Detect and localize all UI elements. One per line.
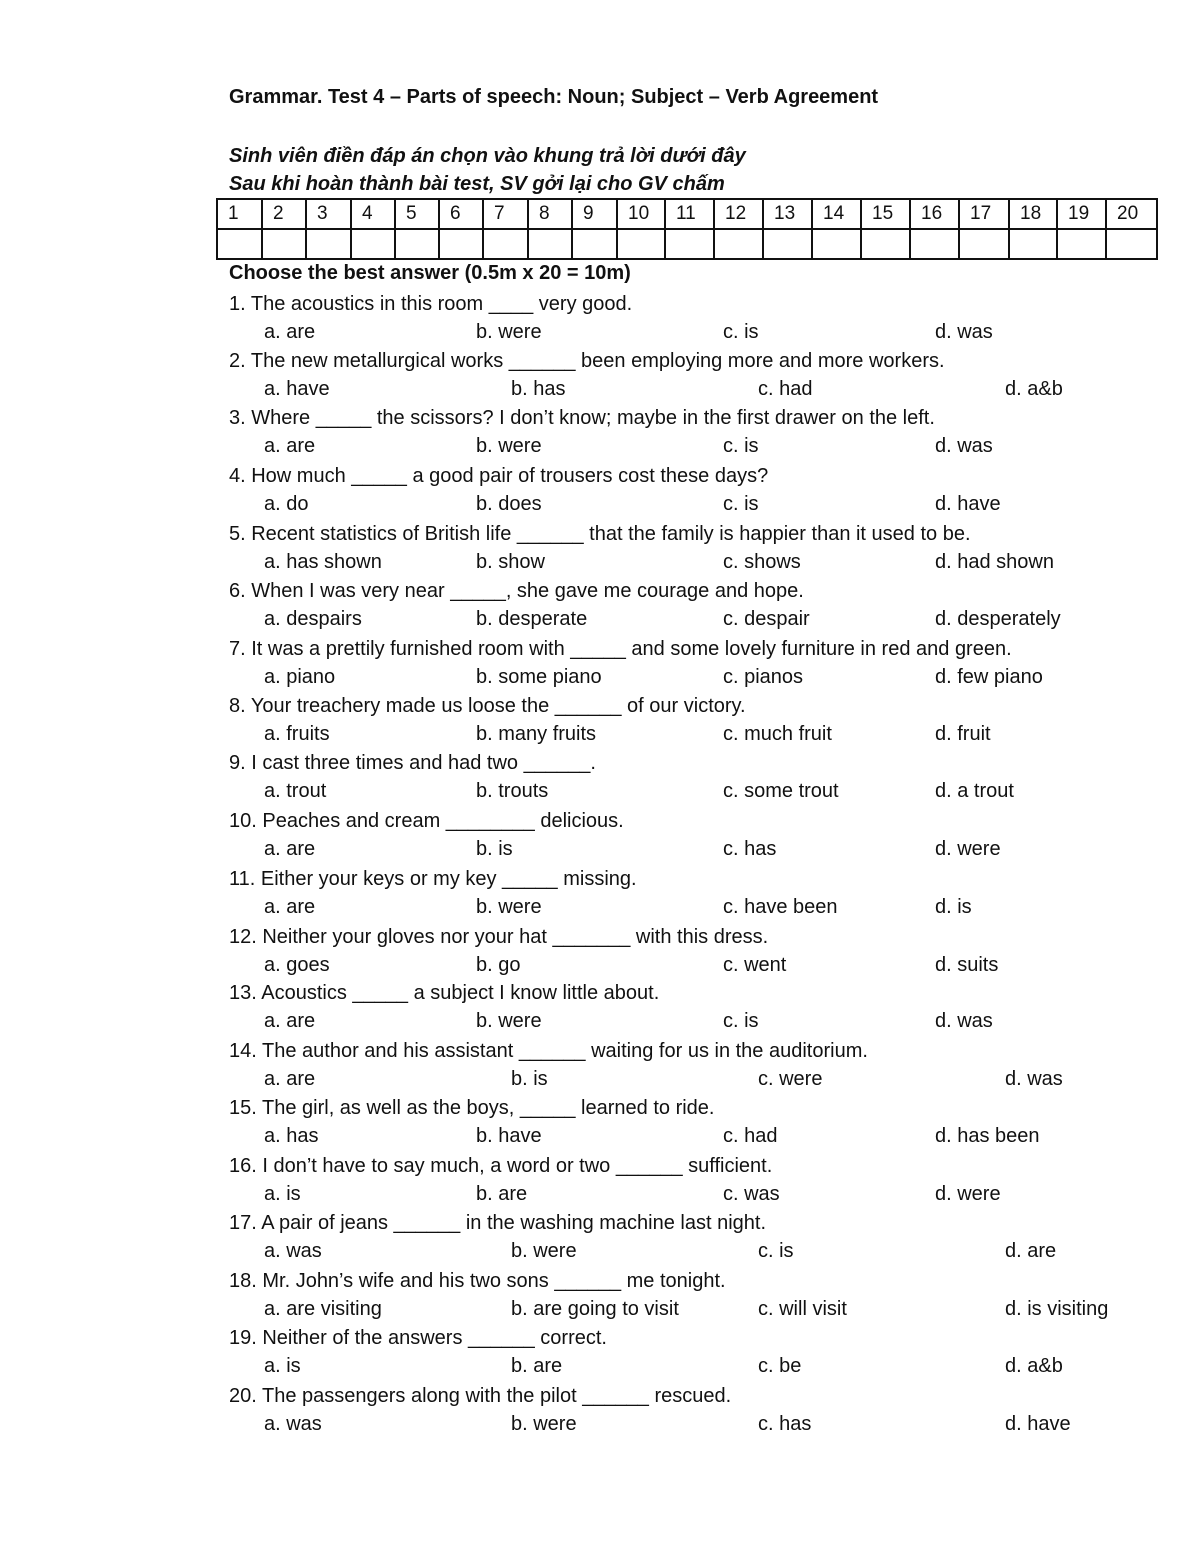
answer-grid-number: 16 <box>910 199 959 229</box>
answer-grid-number: 13 <box>763 199 812 229</box>
answer-option: d. is visiting <box>1005 1298 1109 1320</box>
question-text: 10. Peaches and cream ________ delicious. <box>229 810 624 832</box>
answer-grid-number: 9 <box>572 199 617 229</box>
answer-option: b. were <box>511 1413 577 1435</box>
answer-option: d. few piano <box>935 666 1043 688</box>
answer-option: c. is <box>723 321 759 343</box>
question-text: 2. The new metallurgical works ______ been employing more and more workers. <box>229 350 945 372</box>
answer-option: c. some trout <box>723 780 839 802</box>
question-text: 17. A pair of jeans ______ in the washing machine last night. <box>229 1212 767 1234</box>
answer-option: a. fruits <box>264 723 330 745</box>
answer-option: a. piano <box>264 666 336 688</box>
answer-option: d. have <box>935 493 1001 515</box>
answer-option: c. pianos <box>723 666 804 688</box>
answer-cell[interactable] <box>351 229 395 259</box>
answer-option: c. was <box>723 1183 780 1205</box>
answer-option: b. some piano <box>476 666 602 688</box>
answer-option: b. have <box>476 1125 542 1147</box>
answer-grid-number: 12 <box>714 199 763 229</box>
question-text: 15. The girl, as well as the boys, _____ learned to ride. <box>229 1097 715 1119</box>
answer-grid-number: 5 <box>395 199 439 229</box>
answer-option: d. were <box>935 838 1001 860</box>
answer-option: d. have <box>1005 1413 1071 1435</box>
answer-option: b. is <box>511 1068 548 1090</box>
answer-option: b. were <box>476 896 542 918</box>
answer-option: c. were <box>758 1068 823 1090</box>
answer-grid-number: 17 <box>959 199 1009 229</box>
answer-option: d. was <box>935 435 993 457</box>
answer-cell[interactable] <box>763 229 812 259</box>
answer-grid-number: 2 <box>262 199 306 229</box>
answer-option: c. is <box>723 435 759 457</box>
question-text: 18. Mr. John’s wife and his two sons ______ me tonight. <box>229 1270 726 1292</box>
answer-option: c. has <box>758 1413 812 1435</box>
answer-cell[interactable] <box>910 229 959 259</box>
answer-option: a. have <box>264 378 330 400</box>
answer-option: d. was <box>935 321 993 343</box>
answer-grid-number: 4 <box>351 199 395 229</box>
answer-grid-number: 1 <box>217 199 262 229</box>
answer-option: b. does <box>476 493 542 515</box>
answer-cell[interactable] <box>1106 229 1157 259</box>
answer-option: c. went <box>723 954 787 976</box>
answer-grid-answers-row <box>217 229 1157 259</box>
answer-grid-number: 7 <box>483 199 528 229</box>
question-text: 3. Where _____ the scissors? I don’t know; maybe in the first drawer on the left. <box>229 407 935 429</box>
answer-grid-number: 8 <box>528 199 572 229</box>
instruction-line-1: Sinh viên điền đáp án chọn vào khung trả lời dưới đây <box>229 145 746 167</box>
question-text: 9. I cast three times and had two ______. <box>229 752 596 774</box>
answer-option: a. do <box>264 493 309 515</box>
question-text: 4. How much _____ a good pair of trousers cost these days? <box>229 465 769 487</box>
answer-option: b. go <box>476 954 521 976</box>
answer-option: a. goes <box>264 954 330 976</box>
answer-cell[interactable] <box>959 229 1009 259</box>
answer-cell[interactable] <box>306 229 351 259</box>
answer-option: a. has shown <box>264 551 382 573</box>
question-text: 5. Recent statistics of British life ______ that the family is happier than it used to be. <box>229 523 971 545</box>
answer-grid-number: 18 <box>1009 199 1057 229</box>
answer-cell[interactable] <box>714 229 763 259</box>
answer-grid-number: 6 <box>439 199 483 229</box>
answer-option: a. are <box>264 321 316 343</box>
question-text: 16. I don’t have to say much, a word or two ______ sufficient. <box>229 1155 773 1177</box>
answer-grid-number: 20 <box>1106 199 1157 229</box>
answer-option: a. trout <box>264 780 327 802</box>
answer-option: d. a trout <box>935 780 1014 802</box>
answer-cell[interactable] <box>217 229 262 259</box>
answer-option: d. was <box>1005 1068 1063 1090</box>
answer-option: d. were <box>935 1183 1001 1205</box>
question-text: 11. Either your keys or my key _____ missing. <box>229 868 637 890</box>
answer-option: b. trouts <box>476 780 549 802</box>
answer-option: b. are <box>476 1183 528 1205</box>
answer-option: c. will visit <box>758 1298 847 1320</box>
answer-grid-number: 14 <box>812 199 861 229</box>
answer-option: a. are visiting <box>264 1298 382 1320</box>
answer-grid-number: 11 <box>665 199 714 229</box>
answer-cell[interactable] <box>439 229 483 259</box>
answer-grid <box>216 198 1158 260</box>
answer-option: b. has <box>511 378 566 400</box>
answer-option: a. is <box>264 1355 301 1377</box>
answer-option: d. desperately <box>935 608 1061 630</box>
answer-option: a. are <box>264 435 316 457</box>
question-text: 8. Your treachery made us loose the ______ of our victory. <box>229 695 746 717</box>
answer-option: d. is <box>935 896 972 918</box>
answer-option: c. has <box>723 838 777 860</box>
answer-option: b. is <box>476 838 513 860</box>
answer-option: c. is <box>723 1010 759 1032</box>
answer-option: a. has <box>264 1125 319 1147</box>
answer-option: a. was <box>264 1413 322 1435</box>
answer-cell[interactable] <box>262 229 306 259</box>
answer-option: d. suits <box>935 954 999 976</box>
answer-grid-number: 10 <box>617 199 665 229</box>
section-heading: Choose the best answer (0.5m x 20 = 10m) <box>229 262 631 284</box>
answer-option: b. are <box>511 1355 563 1377</box>
answer-option: d. has been <box>935 1125 1040 1147</box>
answer-option: b. were <box>476 435 542 457</box>
question-text: 19. Neither of the answers ______ correct. <box>229 1327 607 1349</box>
answer-cell[interactable] <box>528 229 572 259</box>
page-title: Grammar. Test 4 – Parts of speech: Noun; Subject – Verb Agreement <box>229 86 879 108</box>
answer-option: b. many fruits <box>476 723 597 745</box>
answer-option: d. are <box>1005 1240 1057 1262</box>
answer-option: a. is <box>264 1183 301 1205</box>
question-text: 12. Neither your gloves nor your hat _______ with this dress. <box>229 926 769 948</box>
question-text: 7. It was a prettily furnished room with _____ and some lovely furniture in red and green. <box>229 638 1012 660</box>
answer-cell[interactable] <box>1057 229 1106 259</box>
answer-option: c. despair <box>723 608 810 630</box>
question-text: 6. When I was very near _____, she gave me courage and hope. <box>229 580 804 602</box>
answer-option: b. were <box>511 1240 577 1262</box>
answer-cell[interactable] <box>665 229 714 259</box>
answer-cell[interactable] <box>483 229 528 259</box>
answer-option: a. despairs <box>264 608 362 630</box>
question-text: 14. The author and his assistant ______ waiting for us in the auditorium. <box>229 1040 868 1062</box>
answer-option: c. be <box>758 1355 802 1377</box>
answer-option: c. much fruit <box>723 723 832 745</box>
answer-cell[interactable] <box>617 229 665 259</box>
answer-option: d. a&b <box>1005 1355 1063 1377</box>
answer-option: a. are <box>264 896 316 918</box>
answer-option: d. a&b <box>1005 378 1063 400</box>
answer-option: d. fruit <box>935 723 991 745</box>
answer-option: c. have been <box>723 896 838 918</box>
answer-option: d. was <box>935 1010 993 1032</box>
answer-cell[interactable] <box>812 229 861 259</box>
answer-cell[interactable] <box>395 229 439 259</box>
answer-grid-number: 15 <box>861 199 910 229</box>
answer-option: c. is <box>723 493 759 515</box>
answer-option: b. show <box>476 551 545 573</box>
answer-option: c. shows <box>723 551 801 573</box>
answer-option: c. had <box>723 1125 778 1147</box>
answer-option: b. were <box>476 1010 542 1032</box>
answer-option: d. had shown <box>935 551 1054 573</box>
answer-option: a. are <box>264 838 316 860</box>
answer-option: a. are <box>264 1068 316 1090</box>
answer-grid-number: 19 <box>1057 199 1106 229</box>
answer-cell[interactable] <box>1009 229 1057 259</box>
answer-option: b. were <box>476 321 542 343</box>
answer-option: b. desperate <box>476 608 588 630</box>
question-text: 13. Acoustics _____ a subject I know little about. <box>229 982 660 1004</box>
answer-grid-number: 3 <box>306 199 351 229</box>
instruction-line-2: Sau khi hoàn thành bài test, SV gởi lại cho GV chấm <box>229 173 725 195</box>
answer-option: a. are <box>264 1010 316 1032</box>
answer-cell[interactable] <box>572 229 617 259</box>
answer-cell[interactable] <box>861 229 910 259</box>
answer-option: c. had <box>758 378 813 400</box>
answer-grid-numbers-row <box>217 199 1157 229</box>
question-text: 20. The passengers along with the pilot ______ rescued. <box>229 1385 732 1407</box>
answer-option: a. was <box>264 1240 322 1262</box>
answer-option: b. are going to visit <box>511 1298 679 1320</box>
question-text: 1. The acoustics in this room ____ very good. <box>229 293 633 315</box>
answer-option: c. is <box>758 1240 794 1262</box>
